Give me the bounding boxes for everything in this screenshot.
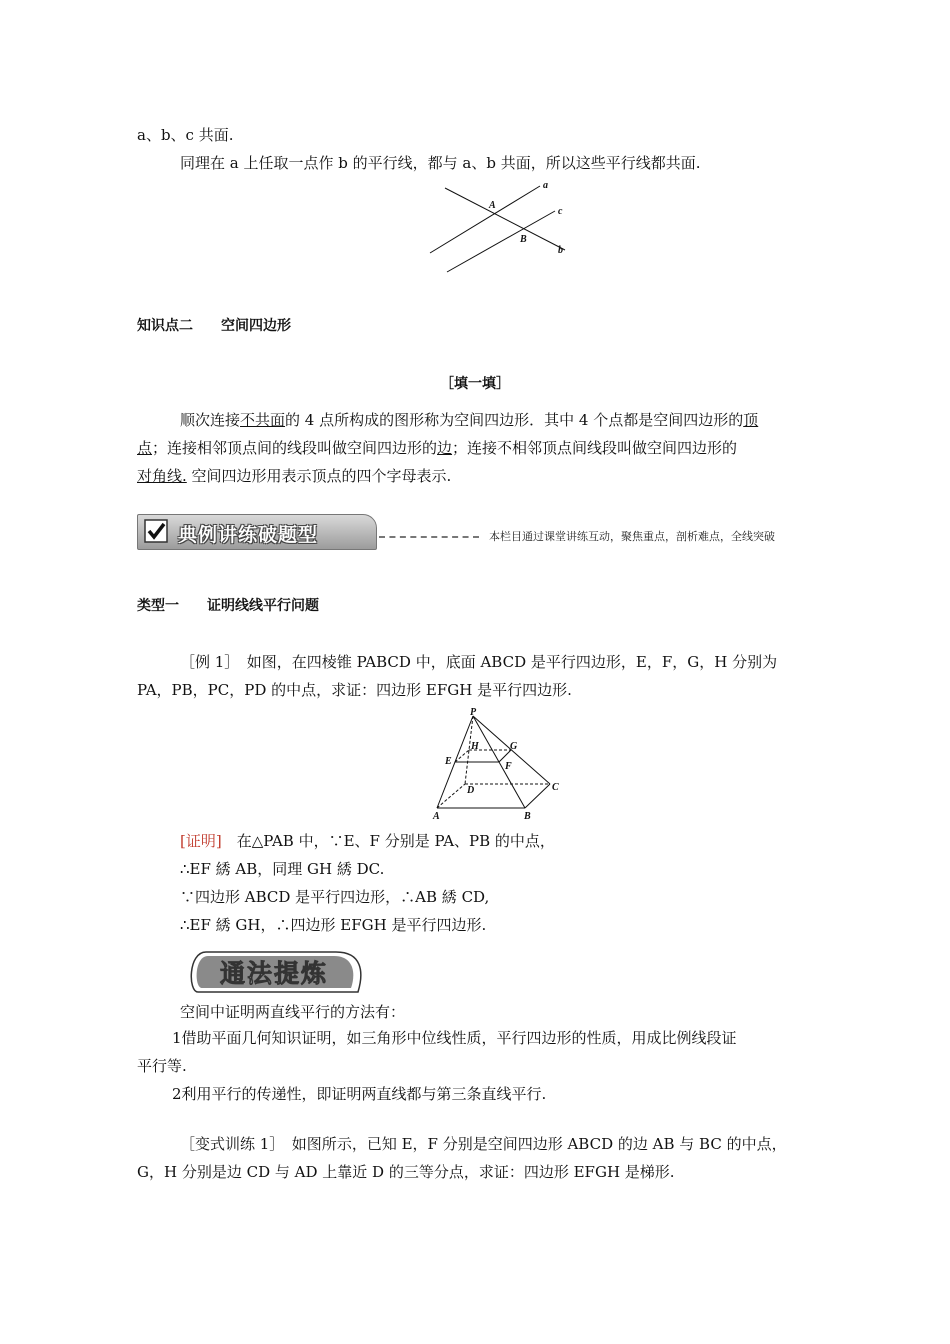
proof-line-1 bbox=[180, 831, 555, 851]
answer-1: 不共面 bbox=[240, 411, 286, 429]
figure-pyramid bbox=[425, 706, 575, 822]
paragraph-line-2 bbox=[137, 438, 737, 458]
answer-2: 顶 bbox=[743, 411, 759, 429]
paragraph-line-3 bbox=[137, 466, 451, 486]
fig2-label-F: F bbox=[505, 761, 512, 772]
banner-title: 典例讲练破题型 bbox=[178, 524, 319, 546]
intro-line-2: 同理在 a 上任取一点作 b 的平行线，都与 a、b 共面，所以这些平行线都共面. bbox=[180, 154, 701, 172]
checkmark-icon bbox=[144, 519, 168, 543]
banner-divider bbox=[379, 536, 479, 538]
method-item-1a: 1借助平面几何知识证明，如三角形中位线性质，平行四边形的性质，用成比例线段证 bbox=[172, 1029, 737, 1047]
fig1-label-b: b bbox=[558, 245, 563, 256]
text-span: 顺次连接 bbox=[180, 411, 241, 429]
intro-line-1: a、b、c 共面. bbox=[137, 126, 234, 144]
fig2-label-B: B bbox=[524, 811, 531, 822]
fig2-label-D: D bbox=[467, 785, 475, 796]
proof-tag: [证明] bbox=[180, 832, 222, 850]
method-badge bbox=[186, 948, 364, 994]
fig1-label-B: B bbox=[520, 234, 527, 245]
fig2-label-C: C bbox=[552, 782, 559, 793]
method-badge-text: 通法提炼 bbox=[219, 959, 329, 988]
fill-title: ［填一填］ bbox=[440, 376, 510, 392]
text-span: 空间四边形用表示顶点的四个字母表示. bbox=[186, 467, 452, 485]
section-banner bbox=[137, 514, 813, 550]
fig1-label-a: a bbox=[543, 180, 548, 191]
proof-line-4: ∴EF 綉 GH，∴四边形 EFGH 是平行四边形. bbox=[180, 916, 487, 934]
variant-line-1: ［变式训练 1］ 如图所示，已知 E，F 分别是空间四边形 ABCD 的边 AB 与 BC 的中点， bbox=[180, 1135, 787, 1153]
fig2-label-A: A bbox=[433, 811, 440, 822]
banner-note: 本栏目通过课堂讲练互动，聚焦重点，剖析难点，全线突破 bbox=[489, 530, 775, 543]
type-heading-1: 类型一 证明线线平行问题 bbox=[137, 598, 319, 614]
edge-BC bbox=[525, 784, 550, 808]
fig1-label-c: c bbox=[558, 206, 563, 217]
fig2-label-H: H bbox=[471, 741, 479, 752]
paragraph-line-1 bbox=[180, 410, 758, 430]
answer-3: 边 bbox=[437, 439, 453, 457]
example-line-1: ［例 1］ 如图，在四棱锥 PABCD 中，底面 ABCD 是平行四边形，E，F，G，H 分别为 bbox=[180, 653, 778, 671]
text-span: 在△PAB 中，∵E、F 分别是 PA、PB 的中点， bbox=[221, 832, 555, 850]
answer-4: 对角线. bbox=[137, 467, 187, 485]
figure-parallel-lines bbox=[425, 178, 575, 278]
banner-tab bbox=[137, 514, 377, 550]
answer-2b: 点 bbox=[137, 439, 153, 457]
fig1-label-A: A bbox=[489, 200, 496, 211]
line-c bbox=[447, 211, 555, 272]
text-span: ；连接相邻顶点间的线段叫做空间四边形的 bbox=[152, 439, 438, 457]
method-item-2: 2利用平行的传递性，即证明两直线都与第三条直线平行. bbox=[172, 1085, 547, 1103]
text-span: ；连接不相邻顶点间线段叫做空间四边形的 bbox=[452, 439, 738, 457]
line-b bbox=[445, 188, 565, 250]
method-item-1b: 平行等. bbox=[137, 1057, 187, 1075]
variant-line-2: G，H 分别是边 CD 与 AD 上靠近 D 的三等分点，求证：四边形 EFGH 是梯形. bbox=[137, 1163, 675, 1181]
proof-line-3: ∵四边形 ABCD 是平行四边形，∴AB 綉 CD, bbox=[180, 888, 490, 906]
method-intro: 空间中证明两直线平行的方法有： bbox=[180, 1003, 406, 1021]
example-line-2: PA，PB，PC，PD 的中点，求证：四边形 EFGH 是平行四边形. bbox=[137, 681, 572, 699]
fig2-label-P: P bbox=[470, 707, 477, 718]
fig2-label-G: G bbox=[510, 741, 518, 752]
fig2-label-E: E bbox=[445, 756, 452, 767]
proof-line-2: ∴EF 綉 AB，同理 GH 綉 DC. bbox=[180, 860, 385, 878]
section-heading-2: 知识点二 空间四边形 bbox=[137, 318, 291, 334]
text-span: 的 4 点所构成的图形称为空间四边形．其中 4 个点都是空间四边形的 bbox=[285, 411, 744, 429]
